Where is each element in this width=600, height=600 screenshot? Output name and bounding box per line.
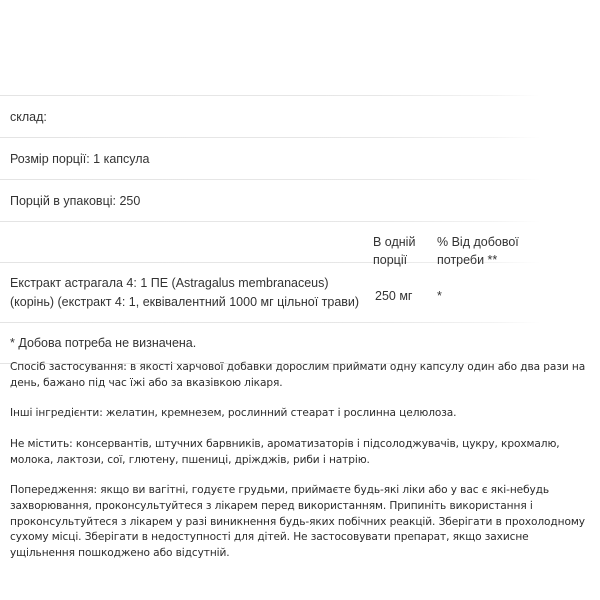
column-header-daily-value: % Від добової потреби ** — [437, 235, 519, 268]
directions-paragraph: Спосіб застосування: в якості харчової добавки дорослим приймати одну капсулу один або два рази на день, бажано під час їжі або за вказівкою лікаря. — [10, 361, 586, 389]
free-from-paragraph: Не містить: консервантів, штучних барвників, ароматизаторів і підсолоджувачів, цукру, крохмалю, молока, лактози, сої, глютену, пшениці, дріжджів, риби і натрію. — [10, 438, 560, 466]
other-ingredients-paragraph: Інші інгредієнти: желатин, кремнезем, рослинний стеарат і рослинна целюлоза. — [10, 407, 457, 420]
warning-paragraph: Попередження: якщо ви вагітні, годуєте грудьми, приймаєте будь-які ліки або у вас є які-небудь захворювання, проконсультуйтеся з лікарем перед використанням. Припиніть використання і проконсультуйтеся з лікарем у разі виникнення будь-яких побічних реакцій. Зберігати в прохолодному сухому місці. Зберігати в недоступності для дітей. Не застосовувати препарат, якщо захисне ущільнення пошкоджено або відсутній. — [10, 484, 585, 560]
serving-size-row: Розмір порції: 1 капсула — [10, 152, 150, 167]
servings-per-container-row: Порцій в упаковці: 250 — [10, 194, 141, 209]
column-header-amount-per-serving: В одній порції — [373, 235, 416, 268]
label-body-copy — [10, 360, 590, 562]
ingredient-daily-value: * — [437, 289, 442, 304]
daily-value-footnote: * Добова потреба не визначена. — [10, 335, 197, 350]
table-header-row — [0, 222, 540, 268]
supplement-facts-title: склад: — [10, 110, 47, 124]
ingredient-name: Екстракт астрагала 4: 1 ПЕ (Astragalus membranaceus) (корінь) (екстракт 4: 1, еквівалентний 1000 мг цільної трави) — [10, 276, 360, 309]
ingredient-amount: 250 мг — [375, 289, 413, 304]
supplement-facts-table — [0, 95, 540, 364]
table-row — [0, 263, 540, 321]
